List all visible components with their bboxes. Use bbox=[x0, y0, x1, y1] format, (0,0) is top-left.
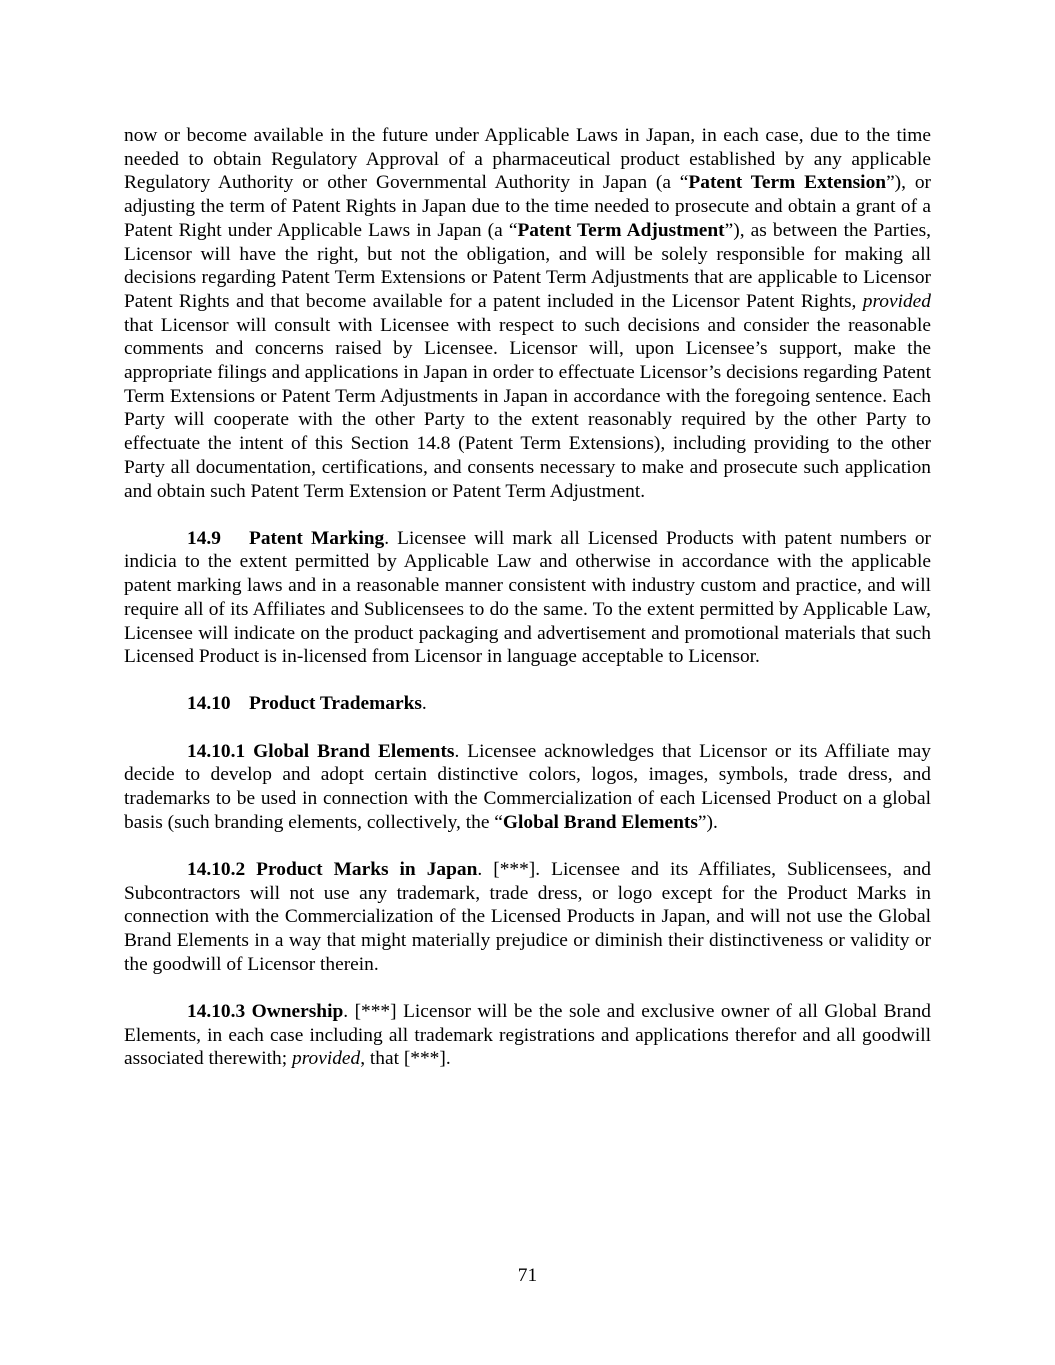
text-run: ”). bbox=[697, 811, 718, 833]
italic-term: provided bbox=[862, 290, 931, 312]
section-number: 14.9 bbox=[187, 527, 221, 549]
section-14-10-3 bbox=[124, 1000, 931, 1071]
section-body: . [***]. Licensee and its Affiliates, Sublicensees, and Subcontractors will not use any trademark, trade dress, or logo except for the Product Marks in connection with the Commercialization of the Licensed Products in Japan, and will not use the Global Brand Elements in a way that might materially prejudice or diminish their distinctiveness or validity or the goodwill of Licensor therein. bbox=[124, 858, 932, 975]
section-body: . bbox=[421, 693, 427, 715]
text-run: that Licensor will consult with Licensee with respect to such decisions and consider the reasonable comments and concerns raised by Licensee. Licensor will, upon Licensee’s support, make the appropriate filings and applications in Japan in order to effectuate Licensor’s decisions regarding Patent Term Extensions or Patent Term Adjustments in Japan in accordance with the foregoing sentence. Each Party will cooperate with the other Party to the extent reasonably required by the other Party to effectuate the intent of this Section 14.8 (Patent Term Extensions), including providing to the other Party all documentation, certifications, and consents necessary to make and prosecute such application and obtain such Patent Term Extension or Patent Term Adjustment. bbox=[124, 314, 931, 502]
section-title: 14.10.2 Product Marks in Japan bbox=[187, 858, 478, 880]
text-run: ”), or adjusting the term of Patent Rights in Japan due to the time needed to prosecute and obtain a grant of a Patent Right under Applicable Laws in Japan (a “ bbox=[124, 172, 931, 241]
section-body: . Licensee acknowledges that Licensor or its Affiliate may decide to develop and adopt certain distinctive colors, logos, images, symbols, trade dress, and trademarks to be used in connection with the Commercialization of each Licensed Product on a global basis (such branding elements, collectively, the “ bbox=[124, 740, 931, 833]
text-run: ”), as between the Parties, Licensor will have the right, but not the obligation, and will be solely responsible for making all decisions regarding Patent Term Extensions or Patent Term Adjustments that are applicable to Licensor Patent Rights and that become available for a patent included in the Licensor Patent Rights, bbox=[124, 219, 932, 312]
section-14-10-2 bbox=[124, 858, 931, 977]
section-title: 14.10.3 Ownership bbox=[187, 1001, 344, 1022]
defined-term: Patent Term Adjustment bbox=[517, 219, 725, 241]
defined-term: Global Brand Elements bbox=[502, 811, 698, 833]
text-run: now or become available in the future under Applicable Laws in Japan, in each case, due to the time needed to obtain Regulatory Approval of a pharmaceutical product established by any applicable Regulatory Authority or other Governmental Authority in Japan (a “ bbox=[124, 125, 931, 194]
section-14-10-1 bbox=[124, 740, 931, 835]
section-body: . Licensee will mark all Licensed Products with patent numbers or indicia to the extent permitted by Applicable Law and otherwise in accordance with the applicable patent marking laws and in a reasonable manner consistent with industry custom and practice, and will require all of its Affiliates and Sublicensees to do the same. To the extent permitted by Applicable Law, Licensee will indicate on the product packaging and advertisement and promotional materials that such Licensed Product is in-licensed from Licensor in language acceptable to Licensor. bbox=[124, 527, 931, 668]
italic-term: provided bbox=[292, 1048, 361, 1070]
section-number: 14.10 bbox=[187, 693, 231, 715]
defined-term: Patent Term Extension bbox=[688, 172, 887, 194]
section-14-10 bbox=[124, 692, 931, 716]
text-run: , that [***]. bbox=[360, 1048, 451, 1070]
page-number: 71 bbox=[517, 1265, 538, 1286]
section-body: . [***] Licensor will be the sole and exclusive owner of all Global Brand Elements, in each case including all trademark registrations and applications therefor and all goodwill associated therewith; bbox=[124, 1001, 931, 1070]
section-title: Product Trademarks bbox=[249, 693, 422, 715]
section-14-9 bbox=[124, 527, 931, 669]
section-title: 14.10.1 Global Brand Elements bbox=[187, 740, 455, 762]
section-title: Patent Marking bbox=[249, 527, 385, 549]
paragraph-patent-term-extensions bbox=[124, 124, 931, 503]
document-page bbox=[124, 124, 931, 1095]
